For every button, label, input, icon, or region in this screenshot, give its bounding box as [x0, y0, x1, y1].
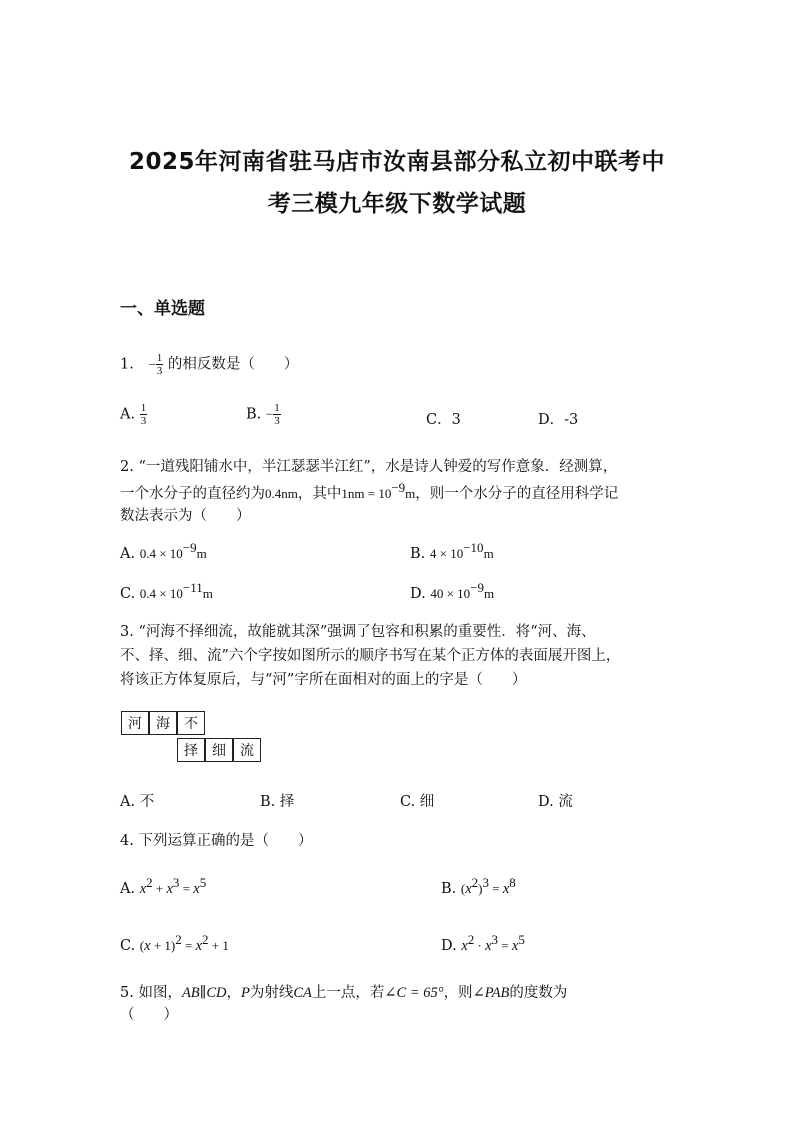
q5-line2: （ ）: [120, 1007, 178, 1023]
question-1: [120, 352, 298, 377]
q3-line1: 3. “河海不择细流，故能就其深”强调了包容和积累的重要性．将“河、海、: [120, 624, 596, 640]
q2-line1: 2. “一道残阳铺水中，半江瑟瑟半江红”，水是诗人钟爱的写作意象．经测算，: [120, 459, 618, 475]
q3-option-a: A. 不: [120, 794, 155, 810]
q4-text: 4. 下列运算正确的是（ ）: [120, 833, 313, 849]
q1-option-a: A. $\frac{1}{3}$: [120, 402, 147, 427]
q2-option-a: A. $0.4 \times 10^{-9}m$: [120, 540, 207, 562]
q2-option-b: B. $4 \times 10^{-10}m$: [410, 540, 494, 562]
section-heading: 一、单选题: [120, 299, 205, 319]
net-cell-xi: 细: [205, 738, 233, 762]
q1-fraction: − $\frac{1}{3}$: [148, 352, 163, 377]
q1-number: 1.: [120, 356, 134, 373]
q2-line2: 一个水分子的直径约为0.4nm，其中$1nm = 10^{-9}m$，则一个水分子的直径用科学记: [120, 480, 619, 502]
q1-option-b: B. − $\frac{1}{3}$: [246, 402, 280, 427]
q4-option-c: C. $(x + 1)^2 = x^2 + 1$: [120, 932, 229, 954]
q4-option-d: D. $x^2 \cdot x^3 = x^5$: [441, 932, 525, 954]
q4-option-b: B. $(x^2)^3 = x^8$: [441, 875, 516, 897]
q2-option-d: D. $40 \times 10^{-9}m$: [410, 580, 495, 602]
q1-option-c: C．3: [426, 412, 461, 428]
net-cell-ze: 择: [177, 738, 205, 762]
exam-title-line2: 考三模九年级下数学试题: [267, 191, 527, 217]
q2-option-c: C. $0.4 \times 10^{-11}m$: [120, 580, 213, 602]
q3-option-c: C. 细: [400, 794, 435, 810]
net-cell-hai: 海: [149, 711, 177, 735]
q1-text: 的相反数是（ ）: [167, 356, 299, 373]
q3-option-b: B. 择: [260, 794, 295, 810]
q3-line3: 将该正方体复原后，与“河”字所在面相对的面上的字是（ ）: [120, 672, 527, 688]
net-cell-bu: 不: [177, 711, 205, 735]
q3-line2: 不、择、细、流”六个字按如图所示的顺序书写在某个正方体的表面展开图上，: [120, 648, 621, 664]
q2-line3: 数法表示为（ ）: [120, 508, 251, 524]
q5-line1: 5. 如图，AB∥CD，P为射线CA上一点，若∠C = 65°，则∠PAB的度数为: [120, 985, 568, 1001]
net-cell-he: 河: [121, 711, 149, 735]
q3-option-d: D. 流: [538, 794, 573, 810]
exam-title-line1: 2025年河南省驻马店市汝南县部分私立初中联考中: [128, 149, 665, 175]
q1-option-d: D．-3: [538, 412, 579, 428]
net-cell-liu: 流: [233, 738, 261, 762]
q4-option-a: A. $x^2 + x^3 = x^5$: [120, 875, 207, 897]
